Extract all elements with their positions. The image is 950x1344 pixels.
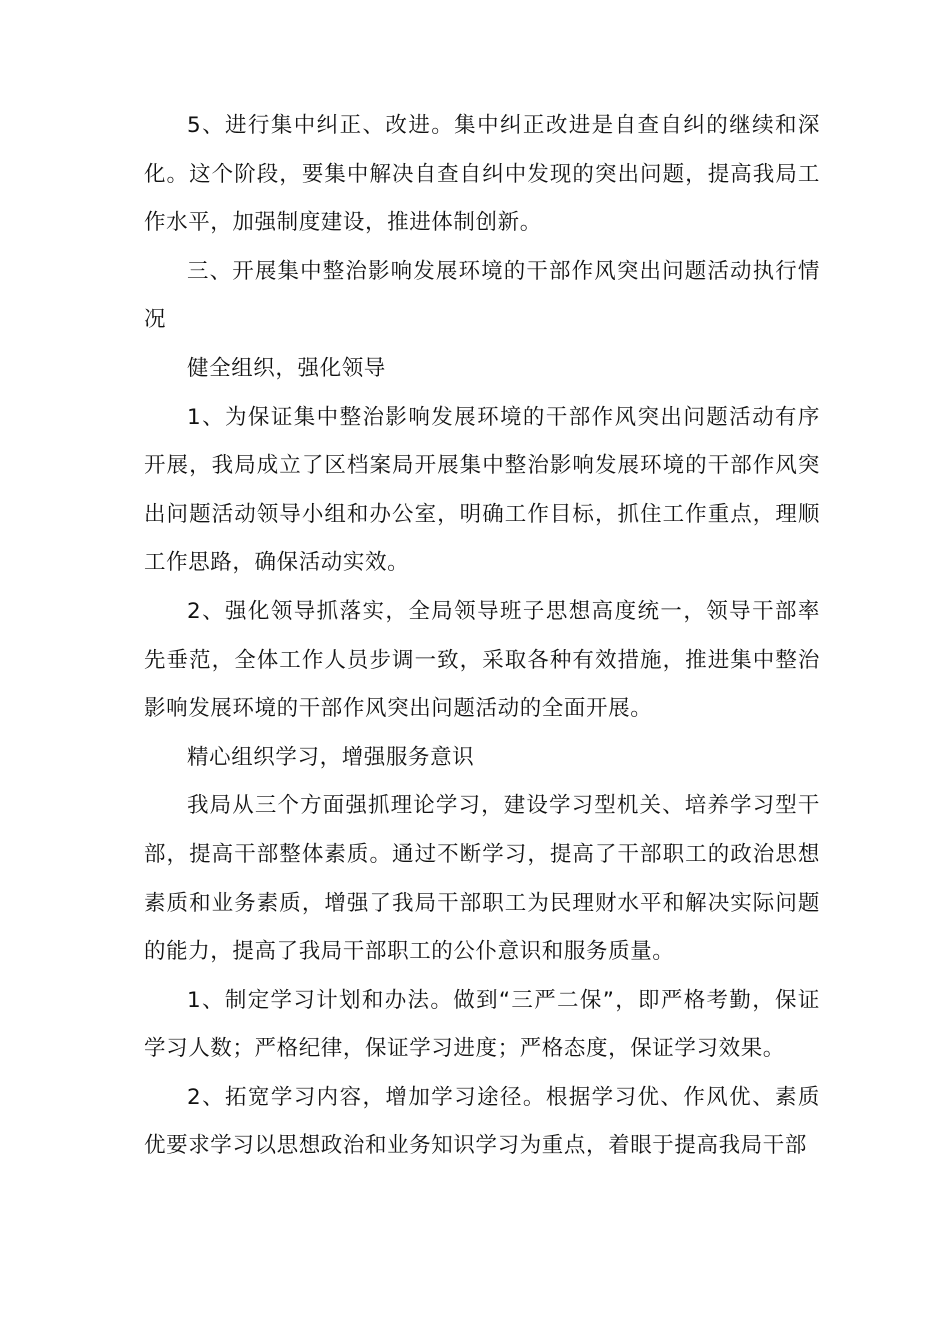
subheading-study: 精心组织学习，增强服务意识 — [187, 744, 475, 770]
paragraph-rectification: 5、进行集中纠正、改进。集中纠正改进是自查自纠的继续和深化。这个阶段，要集中解决自查自纠中发现的突出问题，提高我局工作水平，加强制度建设，推进体制创新。 — [144, 113, 820, 236]
paragraph-organization-2: 2、强化领导抓落实，全局领导班子思想高度统一，领导干部率先垂范，全体工作人员步调一致，采取各种有效措施，推进集中整治影响发展环境的干部作风突出问题活动的全面开展。 — [144, 598, 820, 722]
subheading-organization: 健全组织，强化领导 — [187, 355, 386, 381]
document-body — [144, 102, 820, 1171]
paragraph-study-2: 2、拓宽学习内容，增加学习途径。根据学习优、作风优、素质优要求学习以思想政治和业务知识学习为重点，着眼于提高我局干部 — [144, 1084, 820, 1159]
heading-section-three: 三、开展集中整治影响发展环境的干部作风突出问题活动执行情况 — [144, 258, 820, 333]
paragraph-study-1: 1、制定学习计划和办法。做到“三严二保”，即严格考勤，保证学习人数；严格纪律，保证学习进度；严格态度，保证学习效果。 — [144, 987, 820, 1062]
paragraph-study-intro: 我局从三个方面强抓理论学习，建设学习型机关、培养学习型干部，提高干部整体素质。通过不断学习，提高了干部职工的政治思想素质和业务素质，增强了我局干部职工为民理财水平和解决实际问题的能力，提高了我局干部职工的公仆意识和服务质量。 — [144, 793, 820, 965]
paragraph-organization-1: 1、为保证集中整治影响发展环境的干部作风突出问题活动有序开展，我局成立了区档案局开展集中整治影响发展环境的干部作风突出问题活动领导小组和办公室，明确工作目标，抓住工作重点，理顺工作思路，确保活动实效。 — [144, 404, 820, 576]
